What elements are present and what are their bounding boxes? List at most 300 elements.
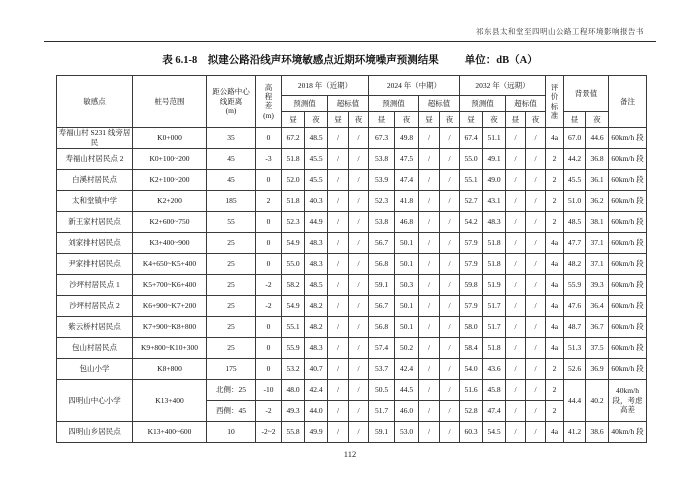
table-cell: /	[440, 275, 460, 296]
table-cell: 55.1	[460, 170, 483, 191]
header-bg-night: 夜	[586, 112, 609, 128]
table-cell: 45.8	[483, 380, 506, 401]
table-cell: 包山村居民点	[57, 338, 133, 359]
table-cell: /	[328, 233, 349, 254]
header-2024-predicted: 预测值	[369, 96, 419, 112]
table-cell: 50.1	[395, 254, 419, 275]
table-cell: /	[506, 359, 526, 380]
table-cell: 46.8	[395, 212, 419, 233]
table-cell: 4a	[546, 233, 564, 254]
table-cell: /	[349, 170, 369, 191]
header-day: 昼	[419, 112, 440, 128]
table-cell: /	[419, 191, 440, 212]
table-cell: 42.4	[395, 359, 419, 380]
table-cell: /	[506, 338, 526, 359]
table-cell: 25	[207, 296, 256, 317]
table-cell: 0	[256, 170, 282, 191]
table-cell: /	[526, 359, 546, 380]
table-cell: /	[506, 275, 526, 296]
table-cell: 4a	[546, 317, 564, 338]
table-cell: 54.5	[483, 422, 506, 443]
table-cell: /	[349, 275, 369, 296]
table-cell: 51.3	[564, 338, 586, 359]
table-cell: 48.5	[305, 275, 328, 296]
table-cell: -10	[256, 380, 282, 401]
table-cell: 48.7	[564, 317, 586, 338]
table-cell: 56.7	[369, 296, 395, 317]
table-row	[57, 338, 647, 359]
table-cell: K0+100~200	[133, 149, 207, 170]
table-cell: /	[328, 212, 349, 233]
table-cell: 沙坪村居民点 2	[57, 296, 133, 317]
col-header-distance	[207, 76, 256, 128]
table-cell: /	[349, 212, 369, 233]
table-body	[57, 128, 647, 443]
table-cell: /	[506, 233, 526, 254]
table-cell: K8+800	[133, 359, 207, 380]
table-cell: 56.7	[369, 233, 395, 254]
table-cell: /	[506, 149, 526, 170]
header-night: 夜	[483, 112, 506, 128]
table-cell: /	[328, 170, 349, 191]
table-cell: 50.5	[369, 380, 395, 401]
table-cell: -2~2	[256, 422, 282, 443]
table-title-row	[0, 52, 700, 67]
table-cell: /	[349, 359, 369, 380]
table-cell: 35	[207, 128, 256, 149]
table-cell: 60km/h 段	[609, 191, 647, 212]
table-cell: 44.5	[395, 380, 419, 401]
table-cell: /	[526, 212, 546, 233]
table-cell: /	[349, 401, 369, 422]
table-cell: 60km/h 段	[609, 338, 647, 359]
table-cell: /	[419, 233, 440, 254]
table-cell: /	[526, 254, 546, 275]
table-cell: /	[526, 233, 546, 254]
table-cell: 37.1	[586, 254, 609, 275]
table-cell: /	[419, 212, 440, 233]
table-cell: 49.1	[483, 149, 506, 170]
table-cell: 40km/h 段	[609, 422, 647, 443]
table-header	[57, 76, 647, 128]
table-cell: 58.0	[460, 317, 483, 338]
header-2024-exceed: 超标值	[419, 96, 460, 112]
table-cell: /	[349, 149, 369, 170]
table-cell: 53.8	[369, 212, 395, 233]
table-cell: 0	[256, 338, 282, 359]
table-cell: /	[419, 296, 440, 317]
table-title: 表 6.1-8 拟建公路沿线声环境敏感点近期环境噪声预测结果	[162, 55, 439, 66]
table-cell: 44.9	[305, 212, 328, 233]
table-cell: 四明山中心小学	[57, 380, 133, 422]
table-cell: 67.2	[282, 128, 305, 149]
table-cell: 57.9	[460, 233, 483, 254]
table-cell: 43.1	[483, 191, 506, 212]
table-cell: 60km/h 段	[609, 170, 647, 191]
table-cell: 0	[256, 359, 282, 380]
table-cell: 60.3	[460, 422, 483, 443]
table-cell: 44.0	[305, 401, 328, 422]
table-cell: /	[328, 317, 349, 338]
table-cell: 67.0	[564, 128, 586, 149]
table-cell: /	[419, 401, 440, 422]
table-cell: 53.2	[282, 359, 305, 380]
table-cell: 37.5	[586, 338, 609, 359]
table-cell: 54.9	[282, 233, 305, 254]
table-cell: /	[419, 254, 440, 275]
table-cell: 0	[256, 128, 282, 149]
table-cell: 44.2	[564, 149, 586, 170]
table-cell: 53.8	[369, 149, 395, 170]
col-header-background: 背景值	[564, 76, 609, 112]
table-cell: 25	[207, 317, 256, 338]
table-cell: 45	[207, 170, 256, 191]
header-day: 昼	[506, 112, 526, 128]
table-cell: 51.9	[483, 275, 506, 296]
table-cell: 白溪村居民点	[57, 170, 133, 191]
table-cell: 25	[207, 254, 256, 275]
table-cell: 36.4	[586, 296, 609, 317]
table-cell: 54.0	[460, 359, 483, 380]
table-cell: 50.1	[395, 296, 419, 317]
table-cell: 50.2	[395, 338, 419, 359]
table-cell: /	[349, 128, 369, 149]
table-cell: /	[349, 317, 369, 338]
header-night: 夜	[349, 112, 369, 128]
table-cell: 175	[207, 359, 256, 380]
table-cell: 51.8	[483, 338, 506, 359]
header-2018-exceed: 超标值	[328, 96, 369, 112]
page-number: 112	[343, 449, 357, 459]
table-cell: 48.2	[564, 254, 586, 275]
table-cell: 刘家排村居民点	[57, 233, 133, 254]
table-cell: 0	[256, 254, 282, 275]
header-day: 昼	[328, 112, 349, 128]
table-cell: /	[526, 338, 546, 359]
table-cell: /	[506, 170, 526, 191]
noise-prediction-table	[56, 75, 647, 443]
table-cell: 53.9	[369, 170, 395, 191]
table-cell: 36.2	[586, 191, 609, 212]
table-cell: /	[506, 317, 526, 338]
table-cell: 四明山乡居民点	[57, 422, 133, 443]
table-cell: /	[328, 149, 349, 170]
table-cell: /	[506, 422, 526, 443]
table-cell: /	[440, 317, 460, 338]
table-cell: 57.4	[369, 338, 395, 359]
table-cell: /	[526, 296, 546, 317]
table-cell: /	[440, 338, 460, 359]
table-cell: /	[328, 422, 349, 443]
table-cell: 40km/h 段，考虑高差	[609, 380, 647, 422]
header-day: 昼	[282, 112, 305, 128]
table-cell: /	[419, 380, 440, 401]
header-night: 夜	[526, 112, 546, 128]
table-cell: /	[328, 296, 349, 317]
table-cell: 51.1	[483, 128, 506, 149]
table-cell: /	[328, 275, 349, 296]
table-cell: K2+600~750	[133, 212, 207, 233]
standard-label: 评价标准	[550, 82, 559, 120]
table-cell: 41.2	[564, 422, 586, 443]
table-cell: 西侧：45	[207, 401, 256, 422]
table-cell: 2	[546, 191, 564, 212]
table-row	[57, 359, 647, 380]
table-row	[57, 422, 647, 443]
table-cell: 44.4	[564, 380, 586, 422]
table-cell: 57.9	[460, 296, 483, 317]
table-cell: 39.3	[586, 275, 609, 296]
table-cell: 52.6	[564, 359, 586, 380]
table-cell: 包山小学	[57, 359, 133, 380]
table-cell: -2	[256, 296, 282, 317]
table-cell: /	[440, 254, 460, 275]
table-cell: 47.6	[564, 296, 586, 317]
table-cell: 41.8	[395, 191, 419, 212]
table-cell: 55.8	[282, 422, 305, 443]
table-cell: /	[328, 380, 349, 401]
table-cell: 太和堂镇中学	[57, 191, 133, 212]
table-cell: -2	[256, 275, 282, 296]
table-cell: 0	[256, 233, 282, 254]
table-cell: 48.3	[483, 212, 506, 233]
table-cell: 25	[207, 275, 256, 296]
table-cell: /	[506, 296, 526, 317]
table-cell: 0	[256, 317, 282, 338]
table-cell: /	[419, 422, 440, 443]
table-cell: /	[506, 191, 526, 212]
table-cell: /	[419, 317, 440, 338]
table-cell: 53.7	[369, 359, 395, 380]
table-cell: 0	[256, 212, 282, 233]
table-cell: 59.8	[460, 275, 483, 296]
table-cell: /	[506, 212, 526, 233]
table-cell: 49.0	[483, 170, 506, 191]
table-cell: 60km/h 段	[609, 317, 647, 338]
table-cell: 寿福山村 S231 线旁居民	[57, 128, 133, 149]
distance-label: 距公路中心线距离	[212, 86, 250, 106]
table-cell: 45.5	[305, 170, 328, 191]
table-cell: 47.5	[395, 149, 419, 170]
table-cell: 53.0	[395, 422, 419, 443]
col-header-year-2018: 2018 年（近期）	[282, 76, 369, 96]
table-cell: 60km/h 段	[609, 128, 647, 149]
table-cell: /	[440, 233, 460, 254]
table-cell: 49.8	[395, 128, 419, 149]
header-rule	[44, 41, 656, 42]
table-cell: 54.9	[282, 296, 305, 317]
table-cell: 55.0	[460, 149, 483, 170]
table-cell: 49.3	[282, 401, 305, 422]
table-cell: 60km/h 段	[609, 296, 647, 317]
table-cell: /	[440, 380, 460, 401]
table-cell: 48.3	[305, 338, 328, 359]
table-cell: /	[440, 401, 460, 422]
table-row	[57, 233, 647, 254]
table-cell: /	[419, 338, 440, 359]
table-cell: 45	[207, 149, 256, 170]
table-cell: K13+400~600	[133, 422, 207, 443]
table-cell: /	[349, 233, 369, 254]
table-cell: 48.5	[564, 212, 586, 233]
table-cell: 45.5	[305, 149, 328, 170]
table-cell: /	[349, 380, 369, 401]
table-cell: /	[440, 359, 460, 380]
table-cell: -2	[256, 401, 282, 422]
table-cell: /	[526, 149, 546, 170]
table-cell: 49.9	[305, 422, 328, 443]
table-cell: 2	[546, 212, 564, 233]
table-cell: /	[328, 401, 349, 422]
table-cell: 58.4	[460, 338, 483, 359]
col-header-stake-range: 桩号范围	[133, 76, 207, 128]
table-cell: 2	[546, 170, 564, 191]
table-cell: 51.8	[483, 233, 506, 254]
table-cell: 56.8	[369, 317, 395, 338]
table-row	[57, 254, 647, 275]
table-cell: 52.3	[369, 191, 395, 212]
table-cell: /	[440, 296, 460, 317]
table-cell: 67.4	[460, 128, 483, 149]
table-cell: 55.0	[282, 254, 305, 275]
table-cell: 51.0	[564, 191, 586, 212]
table-cell: K3+400~900	[133, 233, 207, 254]
table-cell: 38.6	[586, 422, 609, 443]
table-cell: 2	[546, 380, 564, 401]
col-header-elevation	[256, 76, 282, 128]
table-cell: 47.4	[395, 170, 419, 191]
table-cell: 48.3	[305, 254, 328, 275]
header-day: 昼	[369, 112, 395, 128]
table-cell: 51.8	[483, 254, 506, 275]
table-cell: K7+900~K8+800	[133, 317, 207, 338]
table-cell: 新王家村居民点	[57, 212, 133, 233]
table-cell: 48.2	[305, 317, 328, 338]
table-row	[57, 128, 647, 149]
header-row-1	[57, 76, 647, 96]
header-night: 夜	[305, 112, 328, 128]
table-cell: /	[440, 128, 460, 149]
table-cell: 42.4	[305, 380, 328, 401]
table-row	[57, 275, 647, 296]
table-cell: 57.9	[460, 254, 483, 275]
table-cell: 60km/h 段	[609, 212, 647, 233]
table-cell: 48.2	[305, 296, 328, 317]
table-row	[57, 317, 647, 338]
table-cell: K4+650~K5+400	[133, 254, 207, 275]
table-cell: 55	[207, 212, 256, 233]
table-cell: 60km/h 段	[609, 359, 647, 380]
table-cell: 36.7	[586, 317, 609, 338]
col-header-sensitive-point: 敏感点	[57, 76, 133, 128]
table-row	[57, 380, 647, 401]
table-cell: /	[419, 128, 440, 149]
table-cell: 48.3	[305, 233, 328, 254]
table-cell: 52.8	[460, 401, 483, 422]
table-cell: 59.1	[369, 275, 395, 296]
table-cell: 55.9	[282, 338, 305, 359]
table-cell: /	[506, 128, 526, 149]
table-cell: K9+800~K10+300	[133, 338, 207, 359]
table-cell: 51.6	[460, 380, 483, 401]
table-cell: 47.4	[483, 401, 506, 422]
table-cell: /	[440, 191, 460, 212]
table-cell: 2	[546, 359, 564, 380]
table-cell: 51.8	[282, 191, 305, 212]
table-cell: 59.1	[369, 422, 395, 443]
table-cell: 55.9	[564, 275, 586, 296]
table-cell: 50.1	[395, 317, 419, 338]
table-cell: 185	[207, 191, 256, 212]
table-cell: 46.0	[395, 401, 419, 422]
table-cell: /	[440, 149, 460, 170]
table-row	[57, 191, 647, 212]
table-cell: 25	[207, 338, 256, 359]
table-cell: 58.2	[282, 275, 305, 296]
table-cell: 2	[546, 149, 564, 170]
table-cell: 36.9	[586, 359, 609, 380]
table-cell: 4a	[546, 338, 564, 359]
table-cell: /	[419, 359, 440, 380]
table-cell: K5+700~K6+400	[133, 275, 207, 296]
table-cell: /	[349, 254, 369, 275]
col-header-year-2032: 2032 年（远期）	[460, 76, 546, 96]
table-unit-label: 单位：dB（A）	[464, 55, 538, 66]
table-row	[57, 212, 647, 233]
table-cell: 51.7	[483, 296, 506, 317]
table-cell: 54.2	[460, 212, 483, 233]
table-cell: /	[506, 401, 526, 422]
table-cell: 48.0	[282, 380, 305, 401]
header-2018-predicted: 预测值	[282, 96, 328, 112]
table-cell: 4a	[546, 422, 564, 443]
table-cell: 4a	[546, 296, 564, 317]
table-cell: 47.7	[564, 233, 586, 254]
table-row	[57, 149, 647, 170]
running-header: 祁东县太和堂至四明山公路工程环境影响报告书	[476, 27, 644, 36]
table-cell: /	[349, 338, 369, 359]
table-cell: /	[526, 170, 546, 191]
table-cell: K2+200	[133, 191, 207, 212]
table-cell: 44.6	[586, 128, 609, 149]
col-header-standard	[546, 76, 564, 128]
table-cell: 60km/h 段	[609, 275, 647, 296]
table-cell: K13+400	[133, 380, 207, 422]
table-cell: 51.8	[282, 149, 305, 170]
table-cell: 2	[256, 191, 282, 212]
table-cell: 60km/h 段	[609, 254, 647, 275]
table-cell: 60km/h 段	[609, 233, 647, 254]
table-cell: 37.1	[586, 233, 609, 254]
table-cell: 52.3	[282, 212, 305, 233]
table-cell: 51.7	[369, 401, 395, 422]
elevation-label: 高程差	[264, 82, 273, 111]
table-cell: K0+000	[133, 128, 207, 149]
table-cell: 60km/h 段	[609, 149, 647, 170]
table-cell: /	[328, 359, 349, 380]
table-cell: K2+100~200	[133, 170, 207, 191]
table-cell: 10	[207, 422, 256, 443]
table-cell: 56.8	[369, 254, 395, 275]
table-cell: /	[328, 338, 349, 359]
table-cell: /	[440, 170, 460, 191]
header-2032-exceed: 超标值	[506, 96, 546, 112]
table-cell: /	[526, 422, 546, 443]
table-cell: 55.1	[282, 317, 305, 338]
table-cell: K6+900~K7+200	[133, 296, 207, 317]
table-cell: 51.7	[483, 317, 506, 338]
table-cell: /	[440, 422, 460, 443]
